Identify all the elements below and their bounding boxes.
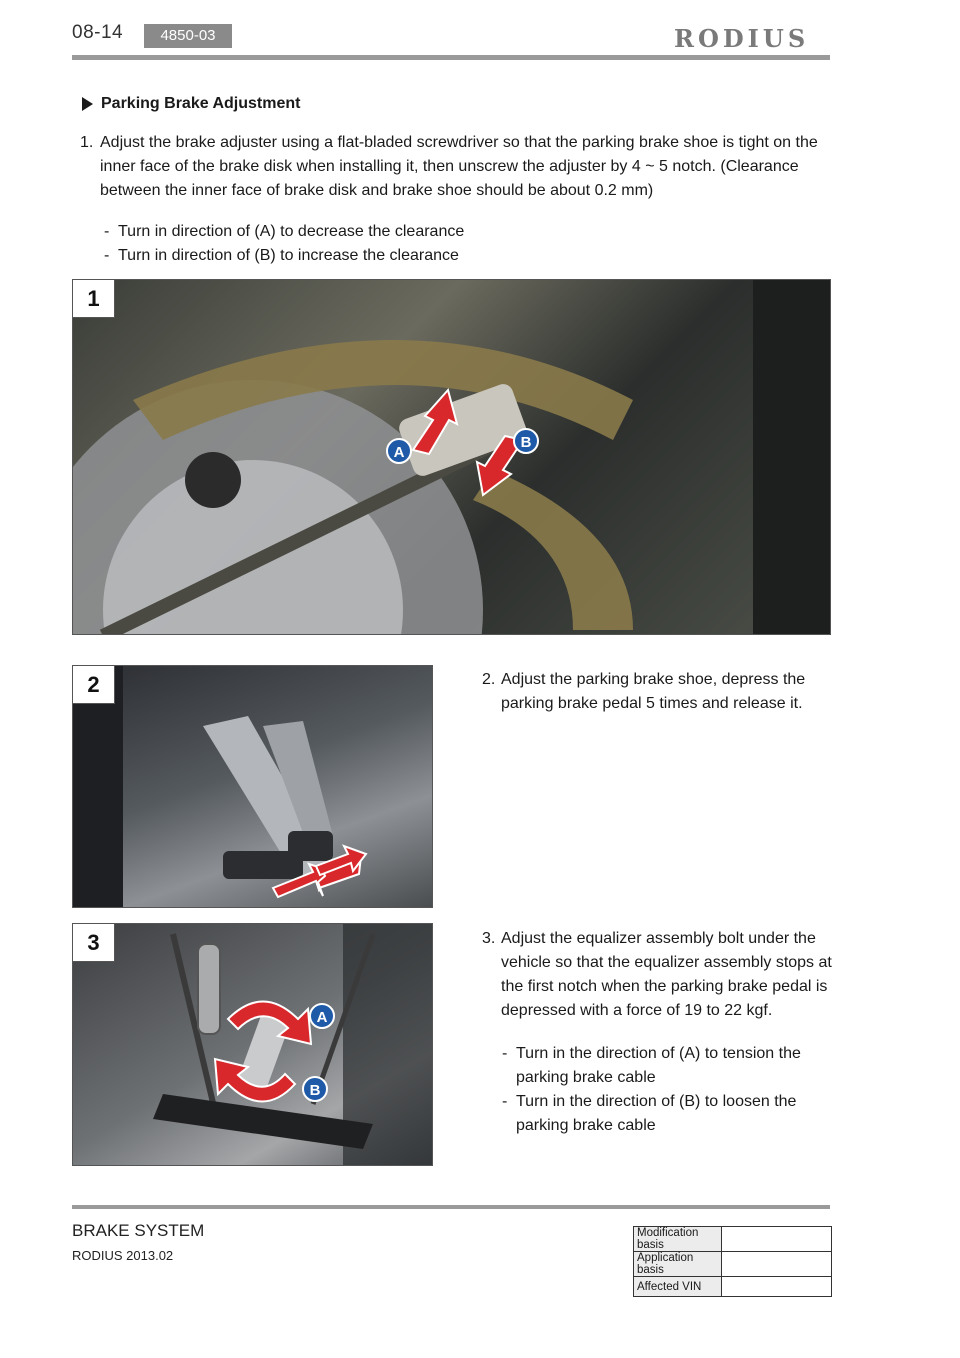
triangle-bullet-icon xyxy=(82,97,93,111)
marker-a-icon xyxy=(387,439,411,463)
figure-1-brake-adjuster-photo xyxy=(72,279,831,635)
step-text: Adjust the equalizer assembly bolt under the vehicle so that the equalizer assembly stops at the first notch when the parking brake pedal is depressed with a force of 19 to 22 kgf. xyxy=(501,930,832,1019)
bullet-item: - Turn in direction of (A) to decrease the clearance xyxy=(104,220,464,244)
step-2 xyxy=(482,668,832,716)
step-3 xyxy=(482,927,832,1023)
bullet-item: - Turn in direction of (B) to increase the clearance xyxy=(104,244,464,268)
section-code-badge: 4850-03 xyxy=(144,24,232,48)
bullet-item: - Turn in the direction of (B) to loosen the parking brake cable xyxy=(502,1090,822,1138)
figure-2-illustration xyxy=(73,666,433,908)
table-row xyxy=(634,1227,832,1252)
table-label: Affected VIN xyxy=(634,1277,722,1297)
figure-3-equalizer-photo xyxy=(72,923,433,1166)
table-value xyxy=(722,1252,832,1277)
table-row xyxy=(634,1277,832,1297)
step-number: 2. xyxy=(482,671,496,688)
svg-text:B: B xyxy=(309,1082,321,1099)
footer-model-date: RODIUS 2013.02 xyxy=(72,1248,174,1263)
figure-1-illustration xyxy=(73,280,831,635)
step-text: Adjust the parking brake shoe, depress the parking brake pedal 5 times and release it. xyxy=(501,671,806,712)
svg-text:A: A xyxy=(393,444,405,461)
marker-b-icon xyxy=(303,1077,327,1101)
svg-text:B: B xyxy=(520,434,532,451)
section-title xyxy=(82,95,300,113)
header-divider xyxy=(72,55,830,60)
figure-label: 3 xyxy=(73,924,115,962)
figure-label: 2 xyxy=(73,666,115,704)
brand-logo: RODIUS xyxy=(674,24,810,53)
figure-3-illustration xyxy=(73,924,433,1166)
figure-label: 1 xyxy=(73,280,115,318)
footer-section-name: BRAKE SYSTEM xyxy=(72,1221,205,1240)
marker-b-icon xyxy=(514,429,538,453)
step-3-bullets xyxy=(502,1042,822,1138)
table-row xyxy=(634,1252,832,1277)
footer-divider xyxy=(72,1205,830,1209)
modification-info-table xyxy=(633,1226,832,1297)
page-number: 08-14 xyxy=(72,22,124,43)
step-text: Adjust the brake adjuster using a flat-bladed screwdriver so that the parking brake shoe is tight on the inner face of the brake disk when installing it, then unscrew the adjuster by 4 ~ 5 notch. (Clearance between the inner face of brake disk and brake shoe should be about 0.2 mm) xyxy=(100,134,818,199)
bullet-item: - Turn in the direction of (A) to tension the parking brake cable xyxy=(502,1042,822,1090)
section-title-text: Parking Brake Adjustment xyxy=(101,95,301,112)
table-label: Modification basis xyxy=(634,1227,722,1252)
table-label: Application basis xyxy=(634,1252,722,1277)
table-value xyxy=(722,1277,832,1297)
marker-a-icon xyxy=(310,1004,334,1028)
step-number: 3. xyxy=(482,930,496,947)
table-value xyxy=(722,1227,832,1252)
figure-2-brake-pedal-photo xyxy=(72,665,433,908)
step-1 xyxy=(80,131,840,203)
step-1-bullets xyxy=(104,220,464,268)
svg-text:A: A xyxy=(316,1009,328,1026)
step-number: 1. xyxy=(80,134,94,151)
